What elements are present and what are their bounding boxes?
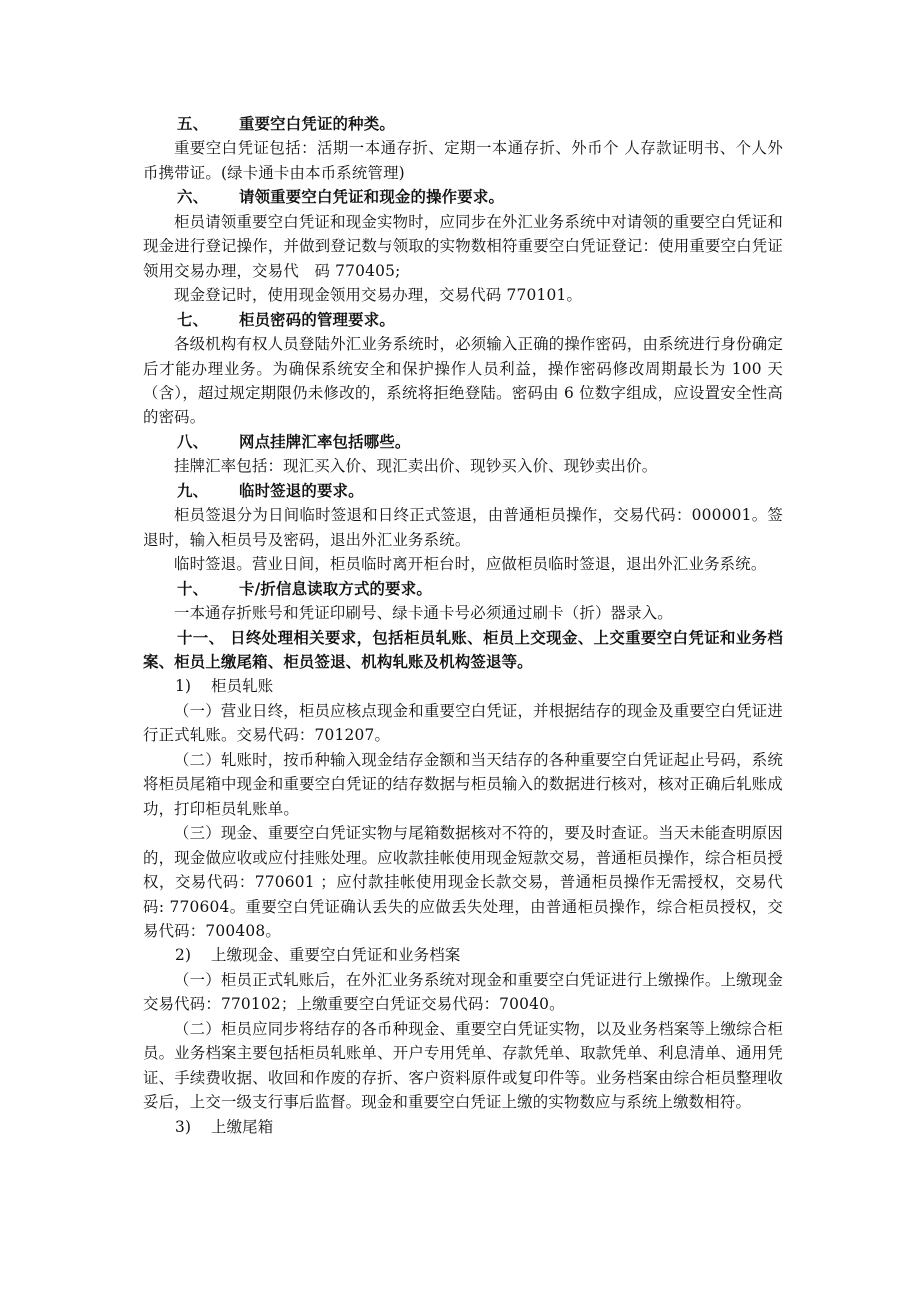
section-9-title: 临时签退的要求。 (239, 481, 364, 500)
section-7-body: 各级机构有权人员登陆外汇业务系统时，必须输入正确的操作密码，由系统进行身份确定后才能办理业务。为确保系统安全和保护操作人员利益，操作密码修改周期最长为 100 天（含），超过规定期限仍未修改的，系统将拒绝登陆。密码由 6 位数字组成，应设置安全性高的密码。 (143, 335, 783, 427)
section-9-body-1: 柜员签退分为日间临时签退和日终正式签退，由普通柜员操作，交易代码：000001。签退时，输入柜员号及密码，退出外汇业务系统。 (143, 506, 783, 549)
section-9-number: 九、 (177, 481, 209, 500)
section-5-title: 重要空白凭证的种类。 (239, 115, 395, 133)
section-8-number: 八、 (177, 432, 209, 451)
document-page (143, 112, 783, 1139)
section-5-body: 重要空白凭证包括：活期一本通存折、定期一本通存折、外币个 人存款证明书、个人外币携带证。(绿卡通卡由本币系统管理) (143, 139, 783, 182)
subsection-2-para-1: （一）柜员正式轧账后，在外汇业务系统对现金和重要空白凭证进行上缴操作。上缴现金交易代码：770102；上缴重要空白凭证交易代码：70040。 (143, 970, 783, 1014)
subsection-3-heading (143, 1115, 783, 1139)
section-6-title: 请领重要空白凭证和现金的操作要求。 (239, 188, 505, 207)
section-5-heading (143, 112, 783, 136)
subsection-2-number: 2) (175, 946, 192, 965)
subsection-1-number: 1) (175, 677, 192, 696)
section-6-body-2: 现金登记时，使用现金领用交易办理，交易代码 770101。 (174, 286, 583, 305)
section-6-body-1: 柜员请领重要空白凭证和现金实物时，应同步在外汇业务系统中对请领的重要空白凭证和现金进行登记操作，并做到登记数与领取的实物数相符重要空白凭证登记：使用重要空白凭证领用交易办理，交易代 码 770405; (143, 212, 783, 280)
section-8-body: 挂牌汇率包括：现汇买入价、现汇卖出价、现钞买入价、现钞卖出价。 (174, 457, 658, 476)
subsection-2-title: 上缴现金、重要空白凭证和业务档案 (211, 946, 461, 965)
section-9-heading (143, 479, 783, 503)
section-6-heading (143, 185, 783, 209)
subsection-3-title: 上缴尾箱 (211, 1117, 274, 1136)
section-10-heading (143, 577, 783, 601)
section-5-number: 五、 (177, 115, 209, 133)
subsection-2-para-2: （二）柜员应同步将结存的各币种现金、重要空白凭证实物，以及业务档案等上缴综合柜员。业务档案主要包括柜员轧账单、开户专用凭单、存款凭单、取款凭单、利息清单、通用凭证、手续费收据、收回和作废的存折、客户资料原件或复印件等。业务档案由综合柜员整理收妥后，上交一级支行事后监督。现金和重要空白凭证上缴的实物数应与系统上缴数相符。 (143, 1019, 783, 1112)
section-7-heading (143, 308, 783, 332)
section-7-title: 柜员密码的管理要求。 (239, 310, 395, 329)
section-10-number: 十、 (177, 579, 209, 598)
subsection-3-number: 3) (175, 1117, 192, 1136)
subsection-1-title: 柜员轧账 (211, 677, 274, 696)
subsection-1-para-1: （一）营业日终，柜员应核点现金和重要空白凭证，并根据结存的现金及重要空白凭证进行正式轧账。交易代码：701207。 (143, 701, 783, 745)
subsection-2-heading (143, 943, 783, 967)
section-8-title: 网点挂牌汇率包括哪些。 (239, 432, 411, 451)
subsection-1-para-3: （三）现金、重要空白凭证实物与尾箱数据核对不符的，要及时查证。当天未能查明原因的，现金做应收或应付挂账处理。应收款挂帐使用现金短款交易，普通柜员操作，综合柜员授权，交易代码：770601 ；应付款挂帐使用现金长款交易，普通柜员操作无需授权，交易代码: 770604。重要空白凭证确认丢失的应做丢失处理，由普通柜员操作，综合柜员授权，交易代码：700408。 (143, 824, 783, 940)
section-6-number: 六、 (177, 188, 209, 207)
subsection-1-heading (143, 674, 783, 698)
section-11-heading: 十一、 日终处理相关要求，包括柜员轧账、柜员上交现金、上交重要空白凭证和业务档案、柜员上缴尾箱、柜员签退、机构轧账及机构签退等。 (143, 628, 783, 671)
section-8-heading (143, 430, 783, 454)
subsection-1-para-2: （二）轧账时，按币种输入现金结存金额和当天结存的各种重要空白凭证起止号码，系统将柜员尾箱中现金和重要空白凭证的结存数据与柜员输入的数据进行核对，核对正确后轧账成功，打印柜员轧账单。 (143, 750, 783, 818)
section-7-number: 七、 (177, 310, 209, 329)
section-10-title: 卡/折信息读取方式的要求。 (239, 579, 432, 598)
section-10-body: 一本通存折账号和凭证印刷号、绿卡通卡号必须通过刷卡（折）器录入。 (174, 604, 673, 623)
section-9-body-2: 临时签退。营业日间，柜员临时离开柜台时，应做柜员临时签退，退出外汇业务系统。 (174, 555, 767, 574)
